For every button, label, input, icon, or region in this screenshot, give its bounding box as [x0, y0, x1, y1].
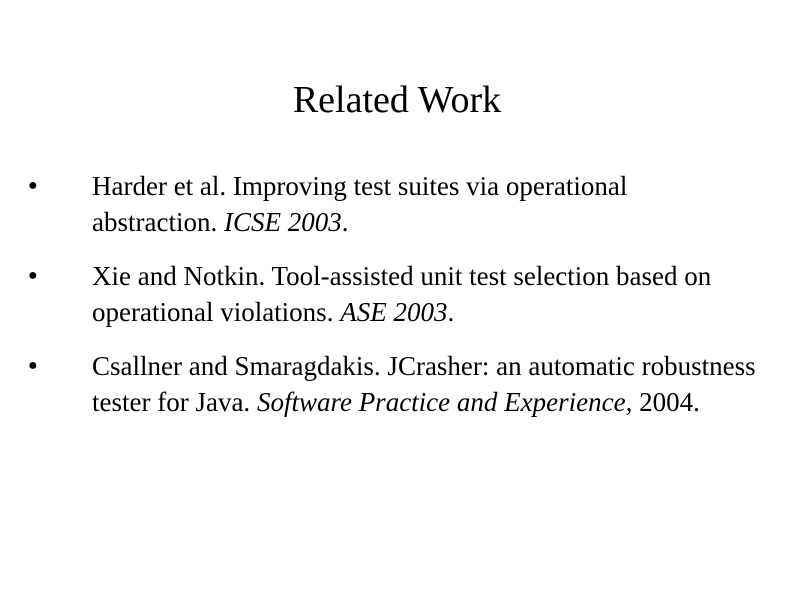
slide-title: Related Work: [292, 79, 502, 121]
reference-item-xie: [28, 258, 758, 330]
reference-suffix: 2004.: [632, 387, 700, 417]
reference-venue: Software Practice and Experience,: [256, 387, 633, 417]
reference-item-csallner: [28, 348, 758, 420]
bullet-icon: ●: [28, 177, 38, 194]
bullet-icon: ●: [28, 357, 38, 374]
reference-text: Harder et al. Improving test suites via operational abstraction.: [92, 171, 628, 237]
bullet-icon: ●: [28, 267, 38, 284]
reference-suffix: .: [447, 297, 455, 327]
reference-item-harder: [28, 168, 758, 240]
reference-venue: ICSE 2003: [223, 207, 342, 237]
reference-venue: ASE 2003: [340, 297, 448, 327]
reference-text: Csallner and Smaragdakis. JCrasher: an automatic robustness tester for Java.: [92, 351, 756, 417]
reference-text: Xie and Notkin. Tool-assisted unit test selection based on operational violations.: [92, 261, 712, 327]
reference-suffix: .: [341, 207, 349, 237]
reference-list: [28, 168, 758, 438]
